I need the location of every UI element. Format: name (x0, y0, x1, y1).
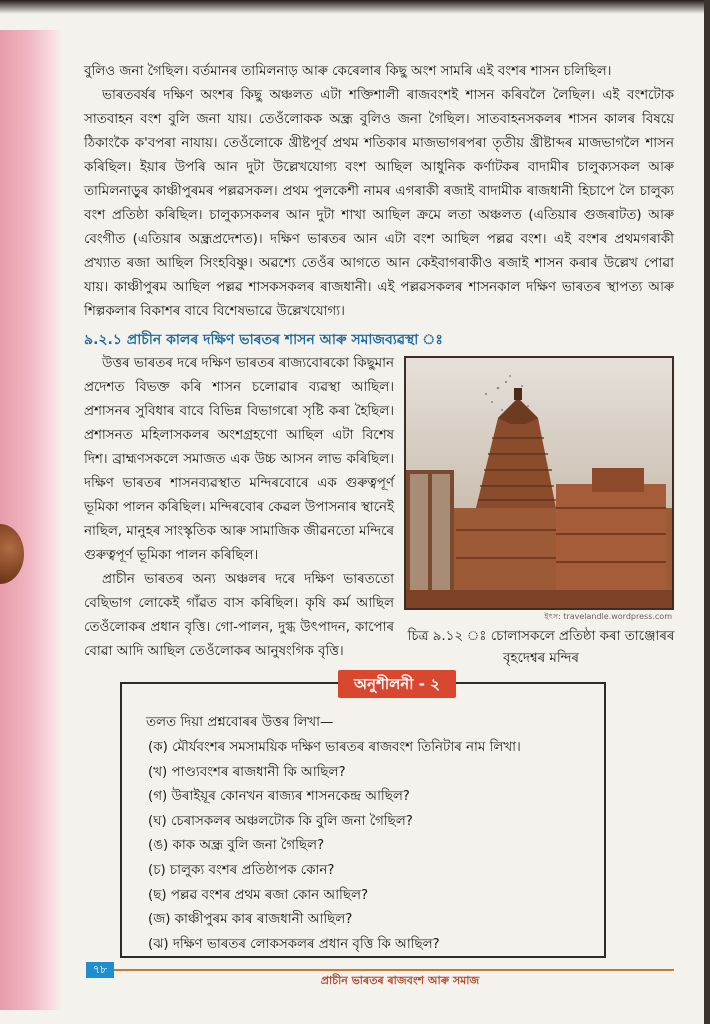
exercise-box (120, 675, 606, 958)
exercise-title: অনুশীলনী - ২ (338, 670, 456, 698)
photo-credit: ইৎস: travelandle.wordpress.com (544, 612, 672, 621)
question-item: (জ) কাঞ্চীপুৰম কাৰ ৰাজধানী আছিল? (148, 912, 353, 928)
question-item: (খ) পাণ্ড্যবংশৰ ৰাজধানী কি আছিল? (148, 764, 346, 780)
footer-book-title: প্ৰাচীন ভাৰতৰ ৰাজবংশ আৰু সমাজ (320, 974, 480, 987)
paragraph-administration: উত্তৰ ভাৰতৰ দৰে দক্ষিণ ভাৰতৰ ৰাজ্যবোৰকো কিছুমান প্ৰদেশত বিভক্ত কৰি শাসন চলোৱাৰ ব্যৱস্থা আছিল। প্ৰশাসনৰ সুবিধাৰ বাবে বিভিন্ন বিভাগৰো সৃষ্টি কৰা হৈছিল। প্ৰশাসনত মহিলাসকলৰ অংশগ্ৰহণো আছিল এটা বিশেষ দিশ। ব্ৰাহ্মণসকলে সমাজত এক উচ্চ আসন লাভ কৰিছিল। দক্ষিণ ভাৰতৰ শাসনব্যৱস্থাত মন্দিৰবোৰে এক গুৰুত্বপূৰ্ণ ভূমিকা পালন কৰিছিল। মন্দিৰবোৰ কেৱল উপাসনাৰ স্থানেই নাছিল, মানুহৰ সাংস্কৃতিক আৰু সামাজিক জীৱনতো মন্দিৰে গুৰুত্বপূৰ্ণ ভূমিকা পালন কৰিছিল। (84, 356, 394, 563)
page-number: ৭৮ (86, 962, 114, 978)
figure-caption: চিত্ৰ ৯.১২ ঃ চোলাসকলে প্ৰতিষ্ঠা কৰা তাঞ্জোৰৰ বৃহদেশ্বৰ মন্দিৰ (407, 629, 675, 666)
temple-illustration (406, 358, 672, 608)
paragraph-intro: বুলিও জনা গৈছিল। বৰ্তমানৰ তামিলনাড় আৰু কেৰেলাৰ কিছু অংশ সামৰি এই বংশৰ শাসন চলিছিল। (84, 64, 612, 79)
paragraph-satavahana: ভাৰতবৰ্ষৰ দক্ষিণ অংশৰ কিছু অঞ্চলত এটা শক্তিশালী ৰাজবংশই শাসন কৰিবলৈ লৈছিল। এই বংশটোক সাতবাহন বংশ বুলি জনা যায়। তেওঁলোকক অন্ধ্ৰ বুলিও জনা গৈছিল। সাতবাহনসকলৰ শাসন কালৰ বিষয়ে ঠিকাংকৈ ক'বপৰা নাযায়। তেওঁলোকে খ্ৰীষ্টপূৰ্ব প্ৰথম শতিকাৰ মাজভাগৰপৰা তৃতীয় খ্ৰীষ্টাব্দৰ মাজভাগলৈ শাসন কৰিছিল। ইয়াৰ উপৰি আন দুটা উল্লেখযোগ্য বংশ আছিল আধুনিক কৰ্ণাটকৰ বাদামীৰ চালুক্যসকল আৰু তামিলনাড়ুৰ কাঞ্চীপুৰমৰ পল্লৱসকল। প্ৰথম পুলকেশী নামৰ এগৰাকী ৰজাই বাদামীক ৰাজধানী হিচাপে লৈ চালুক্য বংশ প্ৰতিষ্ঠা কৰিছিল। চালুক্যসকলৰ আন দুটা শাখা আছিল ক্ৰমে লতা অঞ্চলত (এতিয়াৰ গুজৰাটত) আৰু বেংগীত (এতিয়াৰ অন্ধ্ৰপ্ৰদেশত)। দক্ষিণ ভাৰতৰ আন এটা বংশ আছিল পল্লৱ বংশ। এই বংশৰ প্ৰথমগৰাকী প্ৰখ্যাত ৰজা আছিল সিংহবিষ্ণু। অৱশ্যে তেওঁৰ আগতে আন কেইবাগৰাকীও ৰজাই শাসন কৰাৰ উল্লেখ পোৱা যায়। কাঞ্চীপুৰম আছিল পল্লৱ শাসকসকলৰ ৰাজধানী। এই পল্লৱসকলৰ শাসনকাল দক্ষিণ ভাৰতৰ স্থাপত্য আৰু শিল্পকলাৰ বিকাশৰ বাবে বিশেষভাৱে উল্লেখযোগ্য। (84, 88, 674, 319)
question-item: (গ) উৰাইয়ূৰ কোনখন ৰাজ্যৰ শাসনকেন্দ্ৰ আছিল? (148, 789, 410, 805)
section-heading: ৯.২.১ প্ৰাচীন কালৰ দক্ষিণ ভাৰতৰ শাসন আৰু সমাজব্যৱস্থা ঃ (84, 332, 443, 348)
question-item: (চ) চালুক্য বংশৰ প্ৰতিষ্ঠাপক কোন? (148, 862, 335, 878)
figure (404, 356, 678, 670)
footer-rule (114, 969, 674, 971)
paragraph-villages: প্ৰাচীন ভাৰতৰ অন্য অঞ্চলৰ দৰে দক্ষিণ ভাৰততো বেছিভাগ লোকেই গাঁৱত বাস কৰিছিল। কৃষি কৰ্ম আছিল তেওঁলোকৰ প্ৰধান বৃত্তি। গো-পালন, দুগ্ধ উৎপাদন, কাপোৰ বোৱা আদি আছিল তেওঁলোকৰ আনুষংগিক বৃত্তি। (84, 572, 394, 659)
top-shadow (0, 0, 706, 14)
question-list (148, 736, 521, 957)
temple-photo (404, 356, 674, 610)
question-item: (ক) মৌৰ্যবংশৰ সমসাময়িক দক্ষিণ ভাৰতৰ ৰাজবংশ তিনিটাৰ নাম লিখা। (148, 740, 521, 755)
question-item: (ছ) পল্লৱ বংশৰ প্ৰথম ৰজা কোন আছিল? (148, 887, 369, 903)
page-edge-shadow (704, 0, 710, 1024)
page-content (84, 60, 674, 670)
exercise-intro: তলত দিয়া প্ৰশ্নবোৰৰ উত্তৰ লিখা— (146, 715, 334, 730)
question-item: (ঘ) চেৰাসকলৰ অঞ্চলটোক কি বুলি জনা গৈছিল? (148, 813, 413, 829)
question-item: (ঙ) কাক অন্ধ্ৰ বুলি জনা গৈছিল? (148, 838, 325, 854)
question-item: (ঝ) দক্ষিণ ভাৰতৰ লোকসকলৰ প্ৰধান বৃত্তি কি আছিল? (148, 936, 440, 952)
pink-margin-strip (0, 30, 62, 1010)
